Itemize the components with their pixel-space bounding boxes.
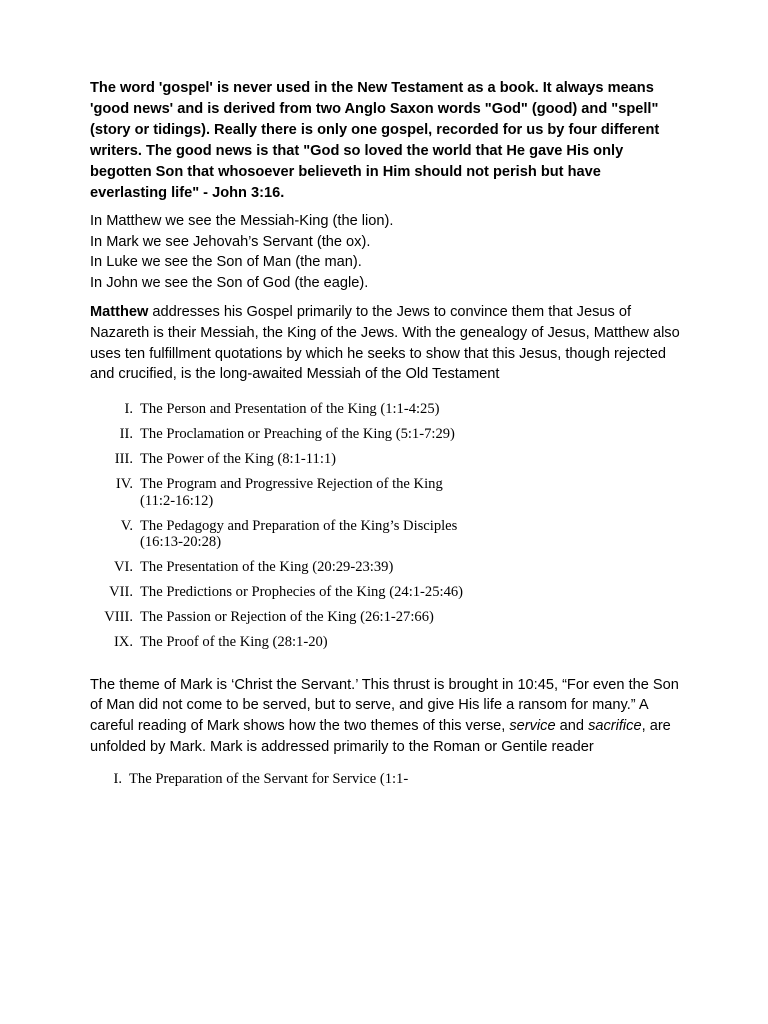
mark-text: The theme of Mark is ‘Christ the Servant.’ This thrust is brought in 10:45, “For even the Son of Man did not come to be served, but to serve, and give His life a ransom for many.” A careful reading of Mark shows how the two themes of this verse,: [90, 676, 679, 735]
outline-text: The Proof of the King (28:1-20): [140, 634, 328, 651]
outline-text: The Person and Presentation of the King (1:1-4:25): [140, 401, 440, 418]
outline-number: I.: [124, 401, 133, 418]
mark-outline: [90, 771, 680, 788]
outline-number: VIII.: [104, 609, 133, 626]
outline-text: The Predictions or Prophecies of the King (24:1-25:46): [140, 584, 464, 601]
emphasis-service: service: [509, 718, 556, 735]
outline-number: VII.: [109, 584, 133, 601]
outline-item: [90, 584, 680, 601]
gospel-summary-john: In John we see the Son of God (the eagle).: [90, 274, 369, 291]
gospel-summary-matthew: In Matthew we see the Messiah-King (the lion).: [90, 213, 394, 229]
outline-item: [90, 609, 680, 626]
matthew-text: addresses his Gospel primarily to the Jews to convince them that Jesus of Nazareth is their Messiah, the King of the Jews. With the genealogy of Jesus, Matthew also uses ten fulfillment quotations by which he seeks to show that this Jesus, though rejected and crucified, is the long-awaited Messiah of the Old Testament: [90, 304, 680, 383]
outline-text: The Pedagogy and Preparation of the King’s Disciples (16:13-20:28): [140, 517, 458, 551]
matthew-outline: [90, 401, 680, 651]
gospel-summary-luke: In Luke we see the Son of Man (the man).: [90, 254, 362, 270]
gospel-summary-list: [90, 211, 680, 293]
outline-item: [90, 634, 680, 651]
outline-item: [90, 518, 680, 551]
outline-item: [90, 401, 680, 418]
outline-text: The Power of the King (8:1-11:1): [140, 451, 337, 468]
outline-item: [90, 771, 680, 788]
matthew-paragraph: [90, 302, 680, 385]
mark-text: , are unfolded by Mark. Mark is addressed primarily to the Roman or Gentile reader: [90, 718, 671, 756]
outline-number: II.: [119, 426, 133, 443]
mark-text: and: [555, 718, 589, 735]
outline-item: [90, 559, 680, 576]
intro-paragraph: The word 'gospel' is never used in the New Testament as a book. It always means 'good news' and is derived from two Anglo Saxon words "God" (good) and "spell" (story or tidings). Really there is only one gospel, recorded for us by four different writers. The good news is that "God so loved the world that He gave His only begotten Son that whosoever believeth in Him should not perish but have everlasting life" - John 3:16.: [90, 80, 660, 201]
outline-text: The Passion or Rejection of the King (26:1-27:66): [140, 609, 434, 626]
outline-number: III.: [114, 451, 133, 468]
outline-text: The Preparation of the Servant for Service (1:1-: [129, 770, 409, 787]
outline-text: The Presentation of the King (20:29-23:39): [140, 559, 394, 576]
outline-item: [90, 426, 680, 443]
mark-paragraph: [90, 675, 680, 758]
matthew-heading: Matthew: [90, 304, 149, 320]
outline-number: IX.: [113, 634, 133, 651]
document-page: [90, 78, 680, 787]
outline-item: [90, 476, 680, 509]
outline-item: [90, 451, 680, 468]
gospel-summary-mark: In Mark we see Jehovah’s Servant (the ox).: [90, 233, 371, 250]
outline-number: IV.: [115, 476, 133, 493]
outline-text: The Proclamation or Preaching of the King (5:1-7:29): [140, 426, 455, 443]
outline-number: I.: [113, 770, 122, 787]
outline-text: The Program and Progressive Rejection of the King (11:2-16:12): [140, 476, 443, 509]
emphasis-sacrifice: sacrifice: [588, 718, 642, 735]
outline-number: VI.: [113, 559, 133, 576]
outline-number: V.: [120, 517, 133, 534]
